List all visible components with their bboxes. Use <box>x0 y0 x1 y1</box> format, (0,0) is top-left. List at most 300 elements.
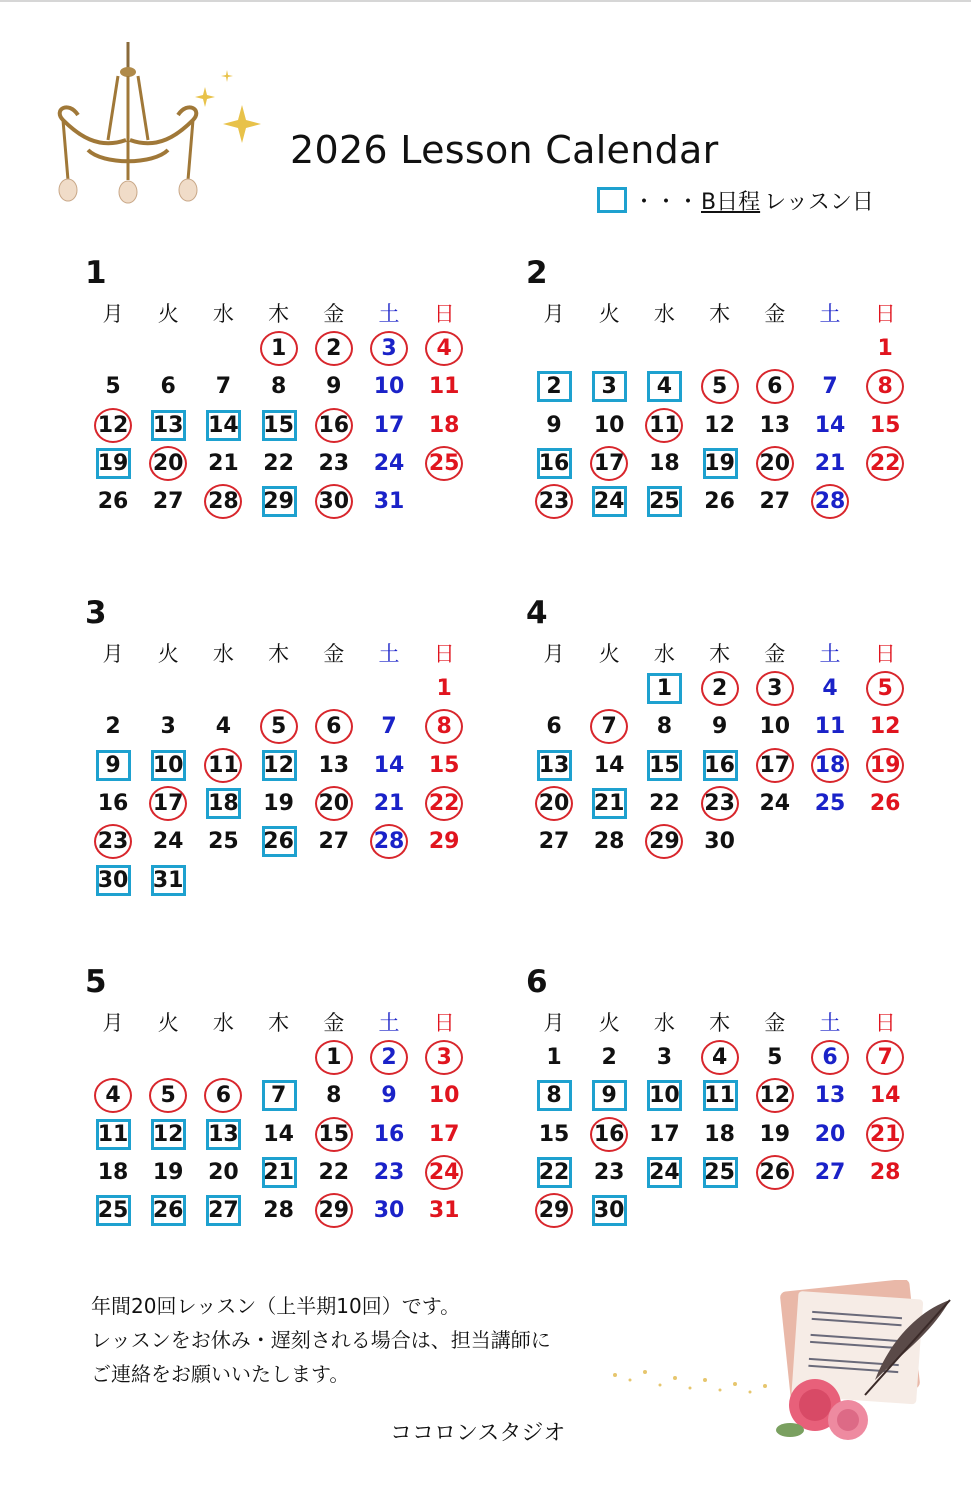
day-number: 5 <box>270 714 287 740</box>
day-cell <box>306 1154 362 1192</box>
day-number: 6 <box>160 374 176 400</box>
day-cell <box>85 1154 141 1192</box>
day-cell-circled <box>251 330 307 368</box>
day-cell <box>802 368 858 406</box>
day-number: 2 <box>546 374 562 400</box>
day-number: 29 <box>428 829 460 855</box>
day-cell <box>416 747 472 785</box>
day-cell <box>361 407 417 445</box>
day-cell <box>195 823 251 861</box>
day-number: 27 <box>318 829 350 855</box>
day-number: 1 <box>270 336 287 361</box>
day-cell-boxed <box>692 747 748 785</box>
note-line-1: 年間20回レッスン（上半期10回）です。 <box>91 1294 461 1318</box>
day-number: 13 <box>814 1083 846 1109</box>
day-cell-circled <box>416 1039 472 1077</box>
chandelier-icon <box>48 40 278 210</box>
day-cell <box>802 445 858 483</box>
legend-b-schedule: B日程 <box>701 189 761 215</box>
day-cell <box>857 1077 913 1115</box>
weekday-label: 木 <box>268 1011 290 1035</box>
note-line-2: レッスンをお休み・遅刻される場合は、担当講師に <box>91 1328 551 1352</box>
day-cell-circled <box>195 483 251 521</box>
weekday-label: 火 <box>598 642 620 666</box>
day-number: 7 <box>215 374 232 400</box>
weekday-label: 水 <box>212 302 234 326</box>
day-cell <box>581 747 637 785</box>
day-cell-circled <box>85 1077 141 1115</box>
day-cell <box>85 368 141 406</box>
weekday-label: 日 <box>433 302 455 326</box>
day-cell <box>361 368 417 406</box>
weekday-label: 火 <box>157 1011 179 1035</box>
day-number: 31 <box>428 1198 460 1224</box>
day-cell-circled <box>747 1077 803 1115</box>
day-number: 23 <box>373 1159 405 1185</box>
day-cell <box>361 445 417 483</box>
day-number: 21 <box>208 450 239 476</box>
day-cell-boxed <box>526 1077 582 1115</box>
day-cell-circled <box>195 1077 251 1115</box>
day-number: 24 <box>759 790 791 816</box>
day-number: 3 <box>601 374 617 400</box>
day-number: 27 <box>814 1159 846 1185</box>
day-number: 27 <box>152 489 184 515</box>
weekday-label: 水 <box>653 642 675 666</box>
day-number: 12 <box>869 714 901 740</box>
day-cell-circled <box>195 747 251 785</box>
day-cell <box>692 483 748 521</box>
day-number: 18 <box>814 752 846 778</box>
day-number: 14 <box>593 752 625 778</box>
day-cell-circled <box>361 330 417 368</box>
day-number: 11 <box>428 374 460 400</box>
day-cell <box>802 1077 858 1115</box>
day-cell <box>526 1039 582 1077</box>
day-number: 3 <box>436 1045 452 1070</box>
weekday-label: 木 <box>268 642 290 666</box>
day-number: 31 <box>152 867 184 893</box>
weekday-label: 土 <box>378 642 400 666</box>
day-cell <box>361 1154 417 1192</box>
day-number: 2 <box>711 676 728 701</box>
day-cell-boxed <box>636 670 692 708</box>
day-number: 8 <box>436 714 452 740</box>
day-cell-boxed <box>581 1077 637 1115</box>
day-number: 25 <box>649 489 680 515</box>
day-number: 13 <box>208 1121 239 1147</box>
day-cell <box>747 785 803 823</box>
day-number: 27 <box>759 489 791 515</box>
day-cell-circled <box>140 785 196 823</box>
day-number: 10 <box>152 752 184 778</box>
day-number: 15 <box>263 412 294 438</box>
day-number: 12 <box>759 1083 791 1109</box>
day-cell <box>802 670 858 708</box>
day-number: 4 <box>105 1083 121 1109</box>
day-number: 8 <box>326 1083 342 1109</box>
day-cell-boxed <box>140 1116 196 1154</box>
day-number: 3 <box>381 336 397 361</box>
day-number: 15 <box>869 412 901 438</box>
weekday-label: 日 <box>874 1011 896 1035</box>
day-cell-boxed <box>195 785 251 823</box>
weekday-label: 火 <box>157 302 179 326</box>
day-number: 16 <box>704 752 735 778</box>
weekday-label: 金 <box>323 302 345 326</box>
day-number: 9 <box>381 1083 397 1109</box>
day-number: 20 <box>538 790 570 816</box>
day-cell-circled <box>636 823 692 861</box>
day-cell-circled <box>636 407 692 445</box>
day-cell-circled <box>416 330 472 368</box>
day-cell-circled <box>140 1077 196 1115</box>
weekday-label: 日 <box>874 642 896 666</box>
day-number: 24 <box>373 450 405 476</box>
day-cell-circled <box>306 708 362 746</box>
day-number: 2 <box>381 1045 397 1070</box>
day-cell-circled <box>692 1039 748 1077</box>
day-number: 8 <box>546 1083 562 1109</box>
day-cell <box>361 483 417 521</box>
day-number: 26 <box>97 489 129 515</box>
day-cell-circled <box>747 747 803 785</box>
day-cell <box>195 445 251 483</box>
day-cell-circled <box>802 1039 858 1077</box>
day-cell-circled <box>747 1154 803 1192</box>
day-cell <box>306 445 362 483</box>
day-cell <box>802 708 858 746</box>
day-number: 6 <box>546 714 562 740</box>
day-number: 29 <box>538 1198 570 1224</box>
day-number: 20 <box>208 1159 239 1185</box>
day-number: 26 <box>263 829 294 855</box>
day-cell-boxed <box>251 1154 307 1192</box>
day-number: 5 <box>711 374 728 400</box>
day-cell <box>636 445 692 483</box>
day-number: 30 <box>593 1198 625 1224</box>
day-cell <box>636 708 692 746</box>
day-number: 26 <box>152 1198 184 1224</box>
day-cell-circled <box>416 1154 472 1192</box>
day-number: 7 <box>601 714 617 740</box>
day-cell-circled <box>416 708 472 746</box>
day-cell-circled <box>306 785 362 823</box>
day-number: 10 <box>759 714 791 740</box>
day-cell <box>195 1154 251 1192</box>
day-number: 24 <box>152 829 184 855</box>
day-cell-circled <box>857 1039 913 1077</box>
day-cell-boxed <box>581 785 637 823</box>
day-number: 30 <box>97 867 129 893</box>
day-cell <box>306 747 362 785</box>
day-number: 19 <box>704 450 735 476</box>
day-number: 25 <box>814 790 846 816</box>
day-number: 24 <box>593 489 625 515</box>
day-cell-boxed <box>140 407 196 445</box>
day-cell <box>361 747 417 785</box>
day-cell <box>361 708 417 746</box>
day-number: 25 <box>428 450 460 476</box>
day-number: 10 <box>428 1083 460 1109</box>
day-number: 18 <box>649 450 680 476</box>
weekday-label: 日 <box>433 1011 455 1035</box>
day-number: 28 <box>869 1159 901 1185</box>
day-cell <box>581 823 637 861</box>
day-cell-circled <box>416 445 472 483</box>
day-cell <box>802 1116 858 1154</box>
day-number: 5 <box>160 1083 176 1109</box>
day-number: 22 <box>263 450 294 476</box>
day-number: 7 <box>822 374 838 400</box>
day-cell <box>140 483 196 521</box>
day-number: 18 <box>428 412 460 438</box>
day-number: 28 <box>593 829 625 855</box>
day-cell <box>692 1116 748 1154</box>
weekday-label: 月 <box>543 642 565 666</box>
day-cell-circled <box>692 785 748 823</box>
day-cell-circled <box>747 445 803 483</box>
weekday-label: 月 <box>543 302 565 326</box>
day-number: 29 <box>318 1198 350 1224</box>
day-cell-boxed <box>85 862 141 900</box>
day-cell-boxed <box>140 747 196 785</box>
day-cell-circled <box>251 708 307 746</box>
day-number: 17 <box>649 1121 680 1147</box>
day-cell-circled <box>85 407 141 445</box>
day-number: 16 <box>538 450 570 476</box>
day-number: 11 <box>97 1121 129 1147</box>
weekday-label: 金 <box>323 642 345 666</box>
day-cell-circled <box>802 747 858 785</box>
day-cell-boxed <box>636 368 692 406</box>
weekday-label: 月 <box>543 1011 565 1035</box>
day-number: 23 <box>97 829 129 855</box>
day-cell-boxed <box>526 445 582 483</box>
day-cell-circled <box>306 483 362 521</box>
weekday-label: 木 <box>709 642 731 666</box>
day-cell-boxed <box>251 483 307 521</box>
day-number: 9 <box>326 374 342 400</box>
day-cell <box>85 785 141 823</box>
day-number: 16 <box>593 1121 625 1147</box>
day-cell <box>416 1192 472 1230</box>
day-cell <box>692 407 748 445</box>
day-cell <box>802 407 858 445</box>
day-cell <box>747 1039 803 1077</box>
day-number: 17 <box>428 1121 460 1147</box>
day-cell <box>85 708 141 746</box>
day-cell <box>306 368 362 406</box>
day-number: 1 <box>326 1045 342 1070</box>
day-cell-circled <box>692 670 748 708</box>
day-number: 12 <box>97 412 129 438</box>
weekday-label: 水 <box>212 642 234 666</box>
day-cell <box>416 368 472 406</box>
weekday-label: 木 <box>268 302 290 326</box>
day-cell-circled <box>581 445 637 483</box>
day-number: 30 <box>318 489 350 515</box>
day-number: 13 <box>152 412 184 438</box>
day-number: 5 <box>767 1045 783 1070</box>
day-number: 27 <box>208 1198 239 1224</box>
day-cell-boxed <box>692 1154 748 1192</box>
day-number: 21 <box>373 790 405 816</box>
day-cell <box>140 823 196 861</box>
day-number: 2 <box>601 1045 617 1070</box>
day-cell-boxed <box>636 747 692 785</box>
day-cell-boxed <box>85 1192 141 1230</box>
day-number: 25 <box>97 1198 129 1224</box>
weekday-label: 月 <box>102 642 124 666</box>
day-number: 8 <box>656 714 673 740</box>
day-number: 9 <box>105 752 121 778</box>
day-cell-boxed <box>526 368 582 406</box>
day-cell <box>195 368 251 406</box>
day-number: 30 <box>373 1198 405 1224</box>
day-number: 4 <box>822 676 838 701</box>
day-number: 14 <box>208 412 239 438</box>
day-cell-boxed <box>195 407 251 445</box>
day-cell <box>581 407 637 445</box>
day-cell <box>747 1116 803 1154</box>
day-number: 18 <box>97 1159 129 1185</box>
day-cell <box>692 708 748 746</box>
day-cell <box>361 1077 417 1115</box>
month-title: 1 <box>85 255 107 291</box>
day-number: 3 <box>160 714 176 740</box>
day-cell-boxed <box>581 368 637 406</box>
day-number: 12 <box>704 412 735 438</box>
weekday-label: 土 <box>378 302 400 326</box>
day-cell-circled <box>526 1192 582 1230</box>
day-number: 10 <box>373 374 405 400</box>
day-number: 9 <box>546 412 562 438</box>
day-number: 25 <box>704 1159 735 1185</box>
day-cell <box>802 1154 858 1192</box>
day-cell <box>802 785 858 823</box>
day-number: 13 <box>759 412 791 438</box>
day-number: 17 <box>759 752 791 778</box>
day-number: 10 <box>593 412 625 438</box>
note-line-3: ご連絡をお願いいたします。 <box>91 1362 350 1386</box>
weekday-label: 土 <box>819 302 841 326</box>
day-number: 3 <box>767 676 783 701</box>
day-number: 1 <box>436 676 452 701</box>
day-cell-circled <box>306 407 362 445</box>
day-cell-circled <box>361 1039 417 1077</box>
day-cell <box>416 670 472 708</box>
day-cell <box>857 1154 913 1192</box>
day-cell <box>140 1154 196 1192</box>
day-cell-boxed <box>85 1116 141 1154</box>
day-number: 23 <box>704 790 735 816</box>
day-cell-circled <box>306 1116 362 1154</box>
day-number: 31 <box>373 489 405 515</box>
day-number: 24 <box>649 1159 680 1185</box>
day-number: 1 <box>546 1045 562 1070</box>
day-cell-circled <box>140 445 196 483</box>
day-number: 17 <box>152 790 184 816</box>
day-cell-circled <box>306 330 362 368</box>
month-title: 3 <box>85 595 107 631</box>
day-number: 5 <box>105 374 121 400</box>
day-number: 6 <box>215 1083 232 1109</box>
day-number: 22 <box>428 790 460 816</box>
day-number: 26 <box>869 790 901 816</box>
day-number: 13 <box>318 752 350 778</box>
day-number: 23 <box>318 450 350 476</box>
day-cell <box>251 368 307 406</box>
weekday-label: 水 <box>653 302 675 326</box>
day-cell <box>857 407 913 445</box>
day-cell <box>747 407 803 445</box>
weekday-label: 金 <box>764 1011 786 1035</box>
day-cell <box>361 1192 417 1230</box>
day-number: 19 <box>97 450 129 476</box>
day-number: 11 <box>704 1083 735 1109</box>
day-cell-circled <box>306 1039 362 1077</box>
day-number: 5 <box>877 676 893 701</box>
day-cell-circled <box>85 823 141 861</box>
month-title: 6 <box>526 964 548 1000</box>
day-cell <box>526 708 582 746</box>
day-number: 18 <box>704 1121 735 1147</box>
day-cell-circled <box>306 1192 362 1230</box>
day-cell <box>140 368 196 406</box>
legend-dots: ・・・ <box>633 189 700 215</box>
day-number: 19 <box>759 1121 791 1147</box>
day-cell <box>251 785 307 823</box>
day-number: 23 <box>538 489 570 515</box>
day-number: 12 <box>263 752 294 778</box>
day-cell-boxed <box>581 483 637 521</box>
day-number: 4 <box>656 374 673 400</box>
day-cell <box>857 330 913 368</box>
day-number: 13 <box>538 752 570 778</box>
day-cell-boxed <box>85 747 141 785</box>
day-number: 28 <box>208 489 239 515</box>
weekday-label: 月 <box>102 302 124 326</box>
day-number: 8 <box>877 374 893 400</box>
month-title: 2 <box>526 255 548 291</box>
day-cell-boxed <box>636 1077 692 1115</box>
day-cell <box>747 483 803 521</box>
day-number: 17 <box>593 450 625 476</box>
day-number: 4 <box>711 1045 728 1070</box>
day-cell-boxed <box>636 1154 692 1192</box>
weekday-label: 水 <box>212 1011 234 1035</box>
day-number: 17 <box>373 412 405 438</box>
day-number: 24 <box>428 1159 460 1185</box>
legend-lesson-day: レッスン日 <box>764 189 874 215</box>
day-cell-boxed <box>251 407 307 445</box>
day-cell <box>526 1116 582 1154</box>
day-cell-boxed <box>85 445 141 483</box>
day-number: 3 <box>656 1045 673 1070</box>
day-number: 2 <box>105 714 121 740</box>
day-number: 22 <box>869 450 901 476</box>
day-cell <box>636 1116 692 1154</box>
day-number: 20 <box>759 450 791 476</box>
day-cell <box>140 708 196 746</box>
day-cell <box>251 1116 307 1154</box>
day-cell <box>361 1116 417 1154</box>
day-cell-circled <box>416 785 472 823</box>
day-number: 15 <box>318 1121 350 1147</box>
weekday-label: 火 <box>598 1011 620 1035</box>
day-cell <box>361 785 417 823</box>
